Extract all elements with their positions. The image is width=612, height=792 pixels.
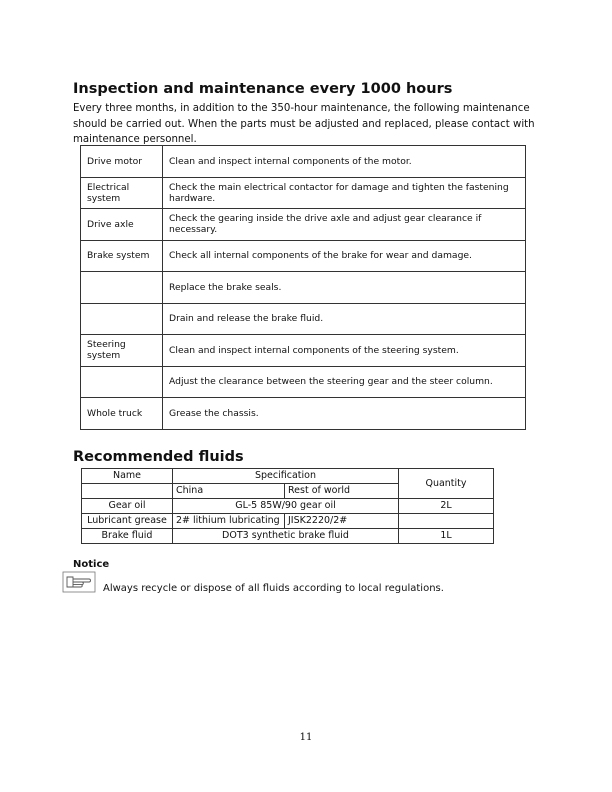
item-cell: [81, 303, 163, 335]
task-cell: Clean and inspect internal components of the motor.: [163, 146, 526, 178]
fluid-spec-rest-of-world: JISK2220/2#: [285, 514, 399, 529]
fluid-spec-china: 2# lithium lubricating: [173, 514, 285, 529]
table-row: [82, 499, 494, 514]
header-quantity: Quantity: [399, 469, 494, 499]
table-row: [81, 240, 526, 272]
task-cell: Drain and release the brake fluid.: [163, 303, 526, 335]
header-name: Name: [82, 469, 173, 484]
table-row: [81, 398, 526, 430]
notice-text: Always recycle or dispose of all fluids according to local regulations.: [103, 583, 444, 594]
fluid-spec: GL-5 85W/90 gear oil: [173, 499, 399, 514]
table-row: [81, 335, 526, 367]
maintenance-table: [80, 145, 526, 430]
item-cell: [81, 366, 163, 398]
section-title-maintenance: Inspection and maintenance every 1000 hours: [73, 81, 453, 97]
table-row: [82, 529, 494, 544]
maintenance-intro: Every three months, in addition to the 350-hour maintenance, the following maintenance should be carried out. When the parts must be adjusted and replaced, please contact with maintenance personnel.: [73, 103, 535, 145]
table-row: [81, 177, 526, 209]
header-china: China: [173, 484, 285, 499]
table-row: [81, 303, 526, 335]
notice-label: Notice: [73, 559, 110, 570]
item-cell: Steering system: [81, 335, 163, 367]
table-row: [82, 514, 494, 529]
table-row: [81, 366, 526, 398]
fluid-name: Gear oil: [82, 499, 173, 514]
table-row: [81, 146, 526, 178]
fluid-quantity: 2L: [399, 499, 494, 514]
fluid-name: Brake fluid: [82, 529, 173, 544]
item-cell: Drive motor: [81, 146, 163, 178]
item-cell: Drive axle: [81, 209, 163, 241]
item-cell: Electrical system: [81, 177, 163, 209]
item-cell: Brake system: [81, 240, 163, 272]
task-cell: Replace the brake seals.: [163, 272, 526, 304]
fluid-quantity: [399, 514, 494, 529]
item-cell: [81, 272, 163, 304]
table-row: [81, 272, 526, 304]
item-cell: Whole truck: [81, 398, 163, 430]
task-cell: Check all internal components of the brake for wear and damage.: [163, 240, 526, 272]
header-specification: Specification: [173, 469, 399, 484]
empty-cell: [82, 484, 173, 499]
task-cell: Check the gearing inside the drive axle and adjust gear clearance if necessary.: [163, 209, 526, 241]
fluid-quantity: 1L: [399, 529, 494, 544]
fluids-table: [81, 468, 494, 544]
table-header-row: [82, 469, 494, 484]
task-cell: Adjust the clearance between the steering gear and the steer column.: [163, 366, 526, 398]
fluid-name: Lubricant grease: [82, 514, 173, 529]
pointing-hand-icon: [62, 571, 96, 593]
header-rest-of-world: Rest of world: [285, 484, 399, 499]
task-cell: Check the main electrical contactor for damage and tighten the fastening hardware.: [163, 177, 526, 209]
table-row: [81, 209, 526, 241]
page-number: 11: [299, 732, 313, 743]
section-title-fluids: Recommended fluids: [73, 449, 244, 465]
fluid-spec: DOT3 synthetic brake fluid: [173, 529, 399, 544]
task-cell: Grease the chassis.: [163, 398, 526, 430]
task-cell: Clean and inspect internal components of the steering system.: [163, 335, 526, 367]
